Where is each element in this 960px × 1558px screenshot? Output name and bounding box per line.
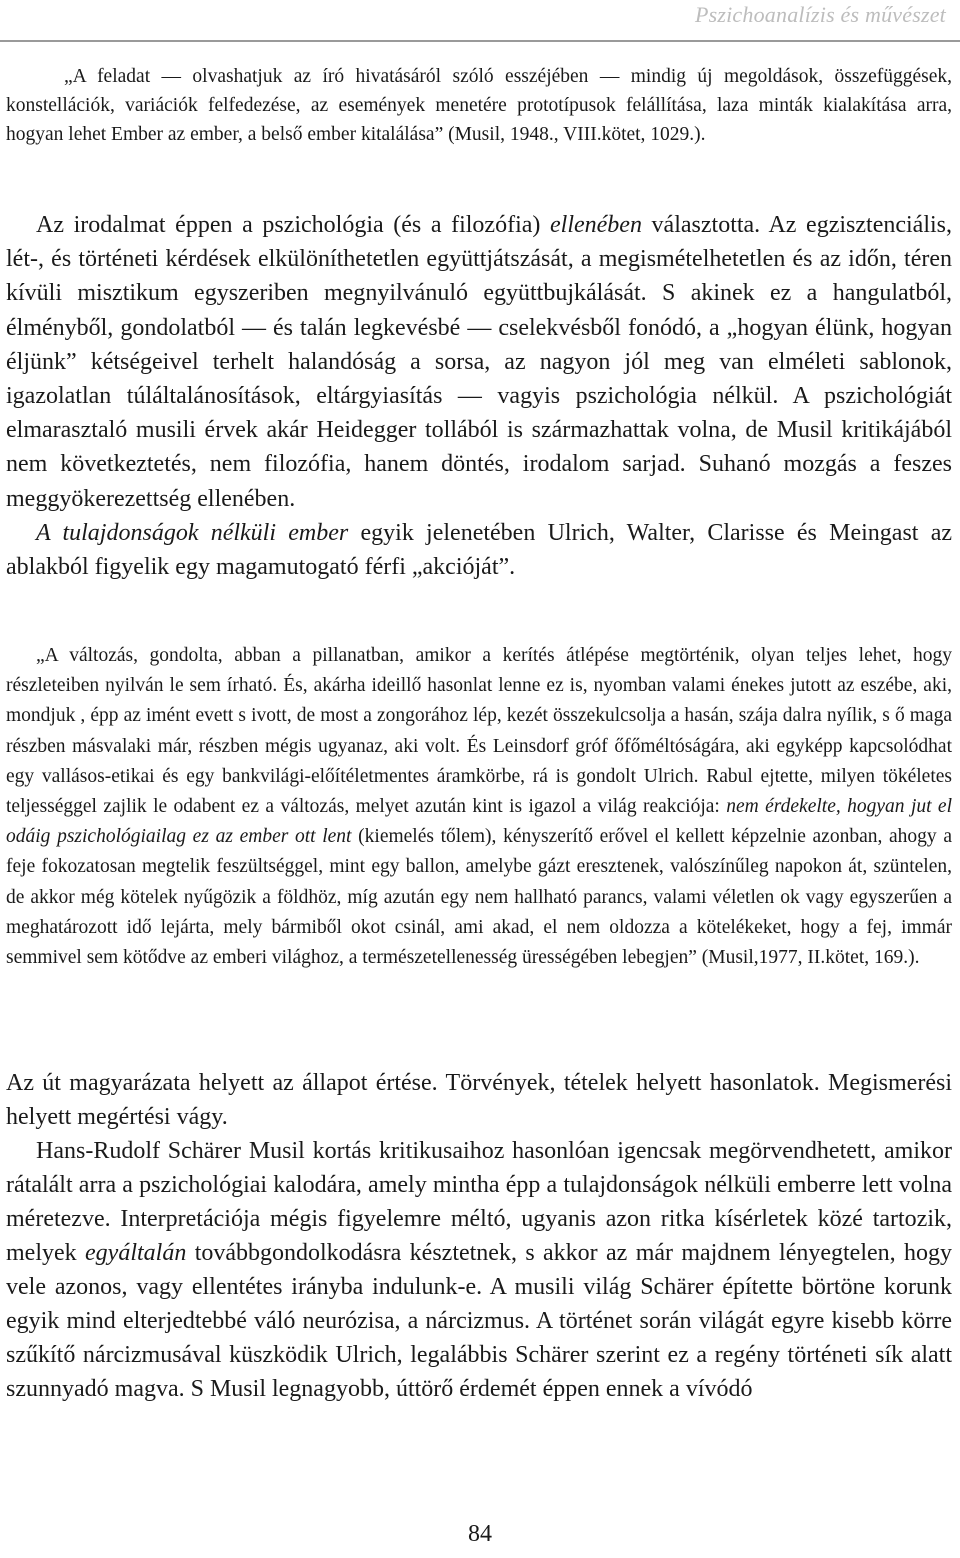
book-title: A tulajdonságok nélküli ember xyxy=(36,519,349,546)
text-run: (kiemelés tőlem), kényszerítő erővel el kellett képzelnie azonban, ahogy a feje fokozatosan megtelik feszültséggel, mint egy ballon, amelybe gázt eresztenek, valószínűleg napokon át, szüntelen, de akkor még kötelek nyűgözik a földhöz, míg azután egy nem hallható parancs, valami véletlen ok vagy egyszerűen a meghatározott idő lejárta, mely bármiből okot csinál, ami akad, el nem oldozza a kötelékeket, hogy a fej, immár semmivel sem kötődve az emberi világhoz, a természetellenesség ürességében lebegjen” (Musil,1977, II.kötet, 169.). xyxy=(6,826,952,969)
body-paragraph xyxy=(6,516,952,584)
text-run: Az irodalmat éppen a pszichológia (és a filozófia) xyxy=(36,212,550,238)
body-paragraph: Az út magyarázata helyett az állapot értése. Törvények, tételek helyett hasonlatok. Megismerési helyett megértési vágy. xyxy=(6,1070,952,1130)
main-text-top xyxy=(6,208,952,584)
page-number: 84 xyxy=(468,1521,492,1547)
quote-paragraph xyxy=(6,641,952,973)
text-run: Hans-Rudolf Schärer Musil kortás kritikusaihoz hasonlóan igencsak megörvendhetett, amikor rátalált arra a pszichológiai kalodára, amely mintha épp a tulajdonságok nélküli emberre lett volna méretezve. Interpretációja mégis figyelemre méltó, ugyanis azon ritka kísérletek közé tartozik, melyek xyxy=(6,1138,952,1266)
block-quote xyxy=(6,641,952,973)
text-run: egyik jelenetében Ulrich, Walter, Clarisse és Meingast az ablakból figyelik egy magamutogató férfi „akcióját”. xyxy=(6,519,952,581)
header-divider xyxy=(0,40,960,42)
quote-paragraph: „A feladat — olvashatjuk az író hivatásáról szóló esszéjében — mindig új megoldások, összefüggések, konstellációk, variációk felfedezése, az események menetére prototípusok felállítása, laza minták kialakítása arra, hogyan lehet Ember az ember, a belső ember kitalálása” (Musil, 1948., VIII.kötet, 1029.). xyxy=(6,66,952,145)
body-paragraph xyxy=(6,1134,952,1406)
text-run: továbbgondolkodásra késztetnek, s akkor az már majdnem lényegtelen, hogy vele azonos, vagy ellentétes irányba indulunk-e. A musili világ Schärer építette börtöne korunk egyik mind elterjedtebbé váló neurózisa, a nárcizmus. A történet során világát egyre kisebb körre szűkítő nárcizmusával küszködik Ulrich, legalábbis Schärer szerint ez a regény történeti sík alatt szunnyadó magva. S Musil legnagyobb, úttörő érdemét éppen ennek a vívódó xyxy=(6,1240,953,1402)
emphasis-text: egyáltalán xyxy=(85,1240,187,1266)
text-run: választotta. Az egzisztenciális, lét-, és történeti kérdések elkülöníthetetlen együttjátszását, a megismételhetetlen és az időn, téren kívüli misztikum egyszeriben megnyilvánuló együttbujkálását. S akinek ez a hangulatból, élményből, gondolatból — és talán legkevésbé — cselekvésből fonódó, a „hogyan élünk, hogyan éljünk” kétségeivel terhelt halandóság a sorsa, az nagyon jól meg van elméleti sablonok, igazolatlan túláltalánosítások, eltárgyiasítás — vagyis pszichológia nélkül. A pszichológiát elmarasztaló musili érvek akár Heidegger tollából is származhattak volna, de Musil kritikájából nem következtetés, nem filozófia, hanem döntés, irodalom sarjad. Suhanó mozgás a feszes meggyökerezettség ellenében. xyxy=(6,212,952,512)
main-text-bottom xyxy=(6,1066,952,1406)
emphasis-text: nem érdekelte, hogyan jut el odáig pszichológiailag ez az ember ott lent xyxy=(6,796,952,848)
opening-quote xyxy=(6,62,952,149)
body-paragraph xyxy=(6,208,952,516)
emphasis-text: ellenében xyxy=(550,212,642,238)
text-run: „A változás, gondolta, abban a pillanatban, amikor a kerítés átlépése megtörténik, olyan teljes lehet, hogy részleteiben nyilván le sem írható. És, akárha ideillő hasonlat lenne ez is, nyomban valami énekes jutott az eszébe, aki, mondjuk , épp az imént evett s ivott, de most a zongorához lép, kezét összekulcsolja a hasán, szája dalra nyílik, s ő maga részben másvalaki már, részben mégis ugyanaz, aki volt. És Leinsdorf gróf őfőméltóságára, aki egyképp kapcsolódhat egy vallásos-etikai és egy bankvilági-előítéletmentes áramkörbe, rá is gondolt Ulrich. Rabul ejtette, milyen tökéletes teljességgel zajlik le odabent ez a változás, melyet azután kint is igazol a világ reakciója: xyxy=(6,645,952,818)
running-header: Pszichoanalízis és művészet xyxy=(694,2,946,27)
